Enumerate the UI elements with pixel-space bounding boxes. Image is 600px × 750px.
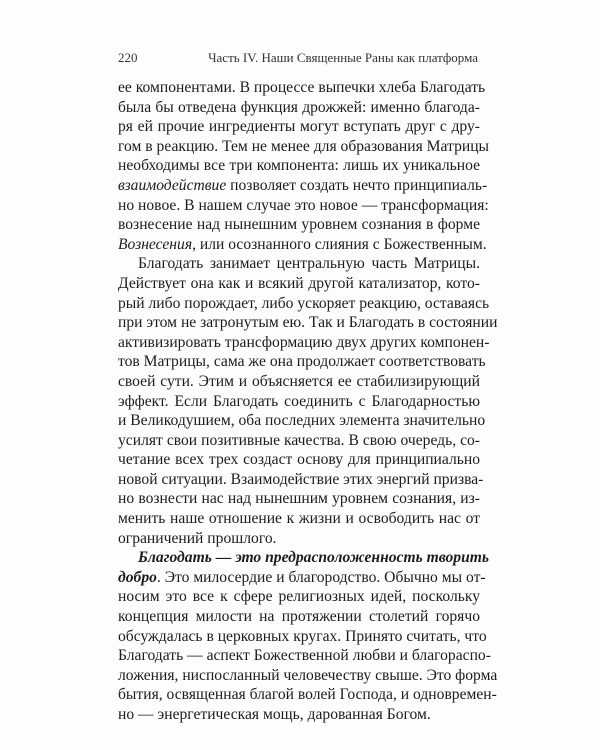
- emphasis-definition: Благодать — это предрасположенность творить: [138, 549, 490, 567]
- text-line: усилят свои позитивные качества. В свою очередь, со-: [118, 431, 480, 449]
- text-line: [118, 235, 487, 255]
- text-line: гом в реакцию. Тем не менее для образования Матрицы: [118, 137, 490, 155]
- text-line: вознесение над нынешним уровнем сознания в форме: [118, 216, 480, 234]
- text-line: ложения, ниспосланный человечеству свыше. Это форма: [118, 666, 498, 684]
- text-line: ограничений прошлого.: [118, 529, 277, 547]
- text-line: Действует она как и всякий другой катализатор, кото-: [118, 274, 480, 292]
- emphasis-term: взаимодействие: [118, 176, 227, 194]
- paragraph-2: [118, 254, 498, 548]
- text-line: бытия, освященная благой волей Господа, и одновремен-: [118, 686, 497, 704]
- text-line: рый либо порождает, либо ускоряет реакцию, оставаясь: [118, 294, 490, 312]
- text-fragment: , или осознанного слияния с Божественным.: [192, 235, 487, 253]
- paragraph-1: [118, 78, 490, 254]
- emphasis-term: Вознесения: [118, 235, 193, 253]
- text-line: концепция милости на протяжении столетий горячо: [118, 608, 480, 626]
- text-line: Благодать занимает центральную часть Матрицы.: [138, 255, 480, 273]
- text-line: ря ей прочие ингредиенты могут вступать друг с дру-: [118, 118, 480, 136]
- running-header: [118, 50, 478, 68]
- text-line: обсуждалась в церковных кругах. Принято считать, что: [118, 627, 487, 645]
- paragraph-3: [118, 548, 498, 724]
- text-line: и Великодушием, оба последних элемента значительно: [118, 412, 486, 430]
- text-line: [118, 568, 486, 588]
- emphasis-definition: добро: [118, 568, 157, 586]
- text-line: носим это все к сфере религиозных идей, поскольку: [118, 588, 480, 606]
- text-line: необходимы все три компонента: лишь их уникальное: [118, 157, 480, 175]
- text-line: своей сути. Этим и объясняется ее стабилизирующий: [118, 372, 480, 390]
- text-line: но вознести нас над нынешним уровнем сознания, из-: [118, 490, 480, 508]
- text-line: новой ситуации. Взаимодействие этих энергий призва-: [118, 470, 484, 488]
- text-line: четание всех трех создаст основу для принципиально: [118, 451, 480, 469]
- text-line: Благодать — аспект Божественной любви и благораспо-: [118, 647, 491, 665]
- text-line: но — энергетическая мощь, дарованная Богом.: [118, 706, 431, 723]
- text-fragment: . Это милосердие и благородство. Обычно мы от-: [156, 568, 486, 586]
- text-line: ее компонентами. В процессе выпечки хлеба Благодать: [118, 79, 486, 96]
- page-number: 220: [118, 50, 138, 65]
- text-fragment: позволяет создать нечто принципиаль-: [226, 176, 488, 194]
- text-line: [118, 176, 488, 196]
- body-text: [118, 78, 498, 725]
- text-line: при этом не затронутым ею. Так и Благодать в состоянии: [118, 314, 498, 332]
- text-line: [118, 548, 490, 568]
- text-line: эффект. Если Благодать соединить с Благодарностью: [118, 392, 480, 410]
- text-line: но новое. В нашем случае это новое — трансформация:: [118, 196, 489, 214]
- text-line: активизировать трансформацию двух других компонен-: [118, 333, 490, 351]
- text-line: была бы отведена функция дрожжей: именно благода-: [118, 98, 480, 116]
- running-title: Часть IV. Наши Священные Раны как платформа: [208, 50, 478, 65]
- text-line: тов Матрицы, сама же она продолжает соответствовать: [118, 353, 486, 371]
- text-line: менить наше отношение к жизни и освободить нас от: [118, 510, 480, 528]
